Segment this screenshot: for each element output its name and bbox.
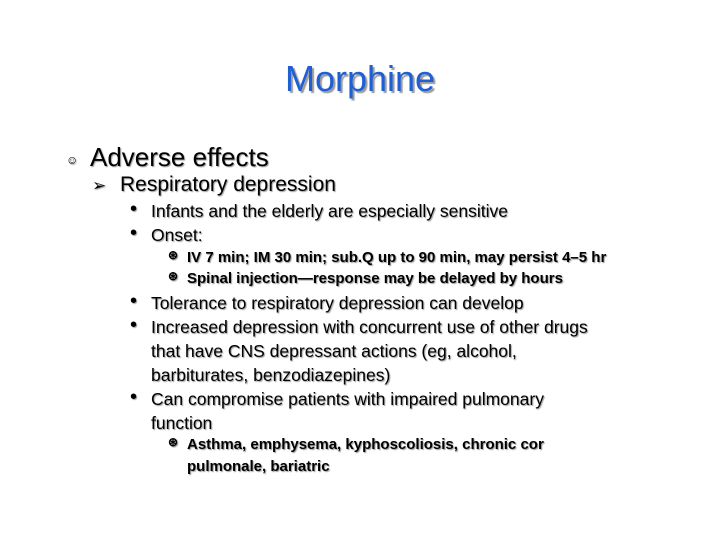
bullet-text: Respiratory depression: [120, 173, 336, 196]
dot-bullet-icon: •: [130, 222, 138, 244]
bullet-text: Onset:: [151, 225, 203, 245]
arrow-bullet-icon: ➢: [92, 176, 107, 195]
bullet-text-line: Can compromise patients with impaired pulmonary: [151, 389, 544, 409]
bullet-text: Spinal injection—response may be delayed by hours: [187, 270, 563, 287]
bullet-text-line: function: [151, 413, 213, 433]
bullet-text: Infants and the elderly are especially sensitive: [151, 201, 509, 221]
dot-bullet-icon: •: [130, 290, 138, 312]
bullet-text: [187, 434, 544, 478]
bullet-text-line: that have CNS depressant actions (eg, alcohol,: [151, 341, 517, 361]
bullet-text-line: Increased depression with concurrent use of other drugs: [151, 317, 588, 337]
bullet-text-line: pulmonale, bariatric: [187, 458, 330, 475]
bullet-text: [151, 387, 544, 435]
bullet-marker-icon: ☺: [66, 153, 79, 167]
dot-bullet-icon: •: [130, 198, 138, 220]
dot-bullet-icon: •: [130, 386, 138, 408]
bullet-text-line: Asthma, emphysema, kyphoscoliosis, chronic cor: [187, 436, 544, 453]
bullet-text: IV 7 min; IM 30 min; sub.Q up to 90 min, may persist 4–5 hr: [187, 249, 607, 266]
sub-bullet-icon: ⊛: [168, 435, 179, 449]
sub-bullet-icon: ⊛: [168, 248, 179, 262]
bullet-text-line: barbiturates, benzodiazepines): [151, 365, 391, 385]
slide-title: Morphine: [284, 58, 436, 99]
bullet-text: [151, 315, 588, 387]
bullet-text: Adverse effects: [90, 142, 269, 172]
bullet-text: Tolerance to respiratory depression can develop: [151, 293, 524, 313]
dot-bullet-icon: •: [130, 314, 138, 336]
sub-bullet-icon: ⊛: [168, 269, 179, 283]
